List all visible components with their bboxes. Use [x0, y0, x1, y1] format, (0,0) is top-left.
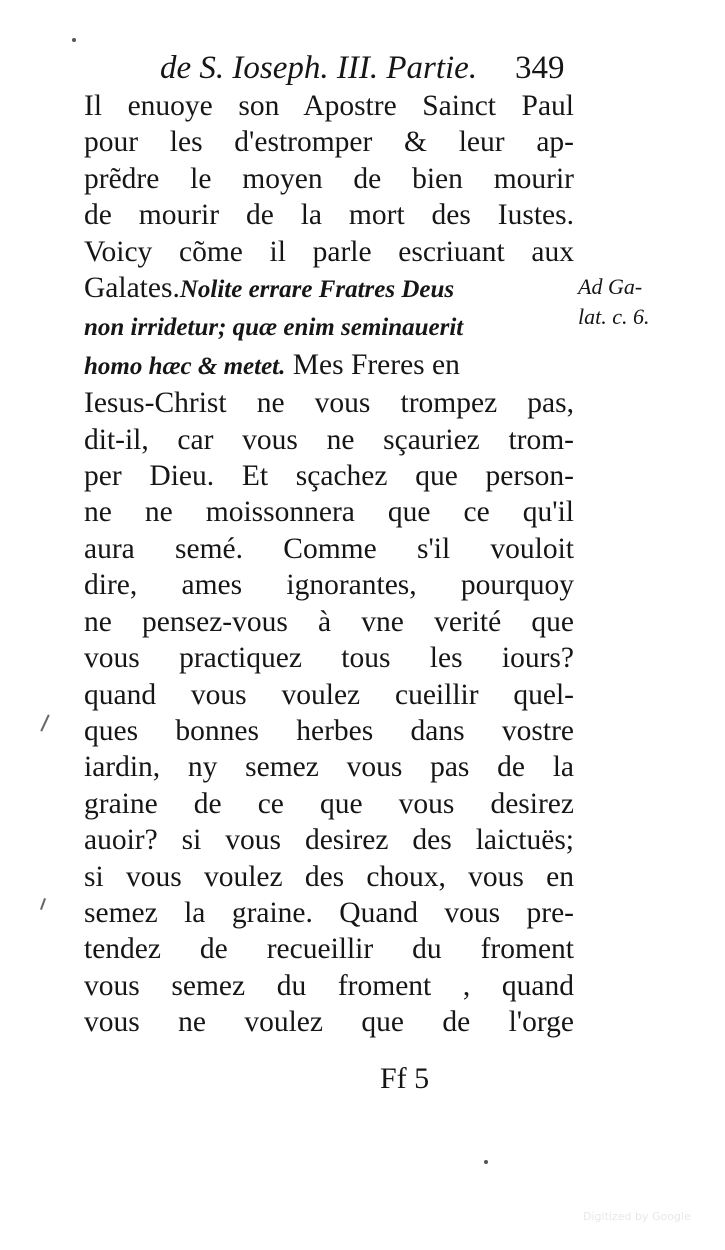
text-line: vous practiquez tous les iours? — [84, 642, 574, 675]
ink-stroke — [40, 714, 49, 731]
text-line — [84, 308, 574, 346]
marginal-note-line: Ad Ga- — [578, 274, 643, 299]
latin-quote: Nolite errare Fratres Deus — [179, 276, 455, 304]
text-line: Il enuoye son Apostre Sainct Paul — [84, 90, 574, 122]
body-text — [84, 88, 574, 1041]
latin-quote: homo hæc & metet. — [84, 352, 286, 380]
text-line: tendez de recueillir du froment — [84, 933, 574, 966]
text-line: pour les d'estromper & leur ap- — [84, 126, 574, 159]
text-line: dit-il, car vous ne sçauriez trom- — [84, 423, 574, 456]
text-line — [84, 270, 574, 308]
text-line: aura semé. Comme s'il vouloit — [84, 532, 574, 565]
text-line: vous semez du froment , quand — [84, 969, 574, 1002]
text-line: si vous voulez des choux, vous en — [84, 860, 574, 893]
text-line: Iesus-Christ ne vous trompez pas, — [84, 387, 574, 420]
text-line: auoir? si vous desirez des laictuës; — [84, 824, 574, 857]
text-line: ne pensez-vous à vne verité que — [84, 605, 574, 638]
text-line: semez la graine. Quand vous pre- — [84, 896, 574, 929]
scan-watermark: Digitized by Google — [583, 1210, 691, 1223]
text-line: de mourir de la mort des Iustes. — [84, 199, 574, 232]
signature-mark: Ff 5 — [380, 1062, 430, 1095]
text-fragment: Mes Freres en — [292, 348, 460, 381]
text-line: graine de ce que vous desirez — [84, 787, 574, 820]
text-line: per Dieu. Et sçachez que person- — [84, 460, 574, 493]
text-fragment: Galates. — [84, 272, 180, 305]
ink-stroke — [40, 898, 46, 910]
page-header — [160, 46, 580, 94]
running-title: de S. Ioseph. III. Partie. — [160, 50, 478, 86]
ink-speck — [484, 1160, 488, 1164]
text-line: ques bonnes herbes dans vostre — [84, 714, 574, 747]
text-line: iardin, ny semez vous pas de la — [84, 751, 574, 784]
text-line: ne ne moissonnera que ce qu'il — [84, 496, 574, 529]
text-line: quand vous voulez cueillir quel- — [84, 678, 574, 711]
text-line: prẽdre le moyen de bien mourir — [84, 162, 574, 195]
marginal-note — [578, 272, 713, 332]
latin-quote: non irridetur; quæ enim seminauerit — [84, 314, 464, 342]
ink-speck — [72, 38, 76, 42]
text-line: dire, ames ignorantes, pourquoy — [84, 569, 574, 602]
text-line — [84, 347, 574, 385]
page-number: 349 — [515, 50, 565, 86]
text-line: vous ne voulez que de l'orge — [84, 1006, 574, 1039]
marginal-note-line: lat. c. 6. — [578, 304, 650, 329]
text-line: Voicy cõme il parle escriuant aux — [84, 235, 574, 268]
